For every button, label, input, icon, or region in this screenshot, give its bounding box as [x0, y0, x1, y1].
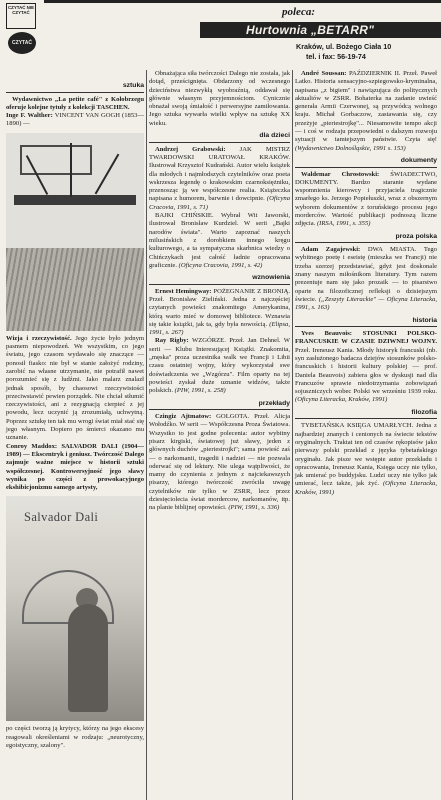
category-historia: historia [295, 317, 437, 328]
image-beam [70, 143, 72, 197]
hemingway-text: Przeł. Bronisław Zieliński. Jedna z najczęściej czytanych powieści znakomitego Amerykanina, którą warto mieć w domowej bibliotece. Wznawia się takie książki, jak ta, gdy była nowością. [149, 295, 290, 328]
beauvois-text: Przeł. Ireneusz Kania. Młody historyk francuski (nb. syn zasłużonego badacza dziejów stosunków polsko-francuskich i historii kultury polskiej — prof. Daniela Beauvois) zabiera głos w dyskusji nad dla Francuzów sprawie niedotrzymania zobowiązań sojuszniczych wobec Polski we wrześniu 1939 roku. [295, 346, 437, 396]
store-address: Kraków, ul. Bożego Ciała 10 [296, 42, 392, 51]
hemingway-entry [149, 288, 290, 338]
author-beauvois: Yves Beauvois: [301, 330, 352, 338]
dali-entry [6, 443, 144, 493]
dali-text: Twórczość Dalego zajmuje ważne miejsce w historii sztuki współczesnej. Kontrowersyjność jego sławy wynika po części z prowokacyjnego ekshibicjonizmu samego artysty, [6, 450, 144, 492]
twardowski-entry [149, 146, 290, 212]
title-van-gogh: VINCENT VAN GOGH (1853—1890) [6, 112, 145, 128]
author-soussan: André Soussan: [301, 70, 347, 77]
column-divider-2 [292, 70, 293, 800]
category-dla-dzieci: dla dzieci [149, 132, 290, 143]
category-dokumenty: dokumenty [295, 157, 437, 168]
author-rigby: Ray Rigby: [155, 337, 189, 345]
soussan-source: (Wydawnictwo Dolnośląskie, 1991 s. 153) [295, 144, 406, 152]
title-pozegnanie: POŻEGNANIE Z BRONIĄ. [213, 287, 290, 295]
author-grabowski: Andrzej Grabowski: [155, 145, 226, 153]
rigby-source: (PIW, 1991, s. 258) [174, 387, 226, 395]
chrostowski-entry [295, 171, 437, 229]
category-proza-polska: proza polska [295, 233, 437, 244]
title-bajki: BAJKI CHIŃSKIE. [155, 212, 214, 220]
title-golgota: GOLGOTA. [216, 413, 250, 421]
van-gogh-entry [6, 112, 144, 129]
dali-image [6, 496, 144, 721]
zagajewski-entry [295, 246, 437, 312]
tybetanska-text: Jedna z najbardziej znanych i cenionych na świecie tekstów oryginalnych. Traktat ten od czasów rękopisów jako pierwszy polski przekład z języka tybetańskiego oryginału. Jak pisze we wstępie autor przekładu i opracowania, Ireneusz Kania, Księga uczy nie tylko, jak umierać po buddyjsku. Ludzi uczy nie tylko jak umierać, lecz także, jak żyć. [295, 422, 437, 488]
bajki-source: (Oficyna Cracovia, 1991, s. 42) [178, 261, 263, 269]
title-tybetanska: TYBETAŃSKA KSIĘGA UMARŁYCH. [301, 422, 414, 430]
image-roof [20, 145, 92, 175]
tybetanska-entry [295, 422, 437, 497]
title-twardowski: JAK MISTRZ TWARDOWSKI URATOWAŁ KRAKÓW. [149, 145, 290, 161]
beauvois-source: (Oficyna Literacka, Kraków, 1991) [295, 396, 388, 404]
title-stosunki: STOSUNKI POLSKO-FRANCUSKIE W CZASIE DZIWNEJ WOJNY. [295, 330, 437, 346]
author-walther: Inge F. Walther: [6, 112, 53, 120]
author-hemingway: Ernest Hemingway: [155, 287, 212, 295]
zagajewski-text: Tego wybitnego poetę i eseistę (mieszka we Francji) nie trzeba szerzej przedstawiać, gdyż jest doskonale znany naszym miłośnikom literatury. Tym razem prezentuje nam się jako prozaik — to pisarstwo oparte na filozoficznej refleksji o dzisiejszym świecie. [295, 246, 437, 303]
logo-disc-text: CZYTAĆ [12, 40, 32, 46]
category-filozofia: filozofia [295, 409, 437, 420]
image-bridge [14, 195, 136, 205]
soussan-text: Przeł. Paweł Latko. Historia sensacyjno-szpiegowsko-kryminalna, napisana „z bigiem" i nawiązująca do politycznych aktualiów w ZSRR. Bohaterka na zadanie uwieść generała Armii Czerwonej, są przywódcą wolnego kraju. Michał Gorbaczow, zastawania się, czy przeżyje „pieriestrojkę"... Niesamowite tempo akcji — i coś w rodzaju przepowiedni o dalszym rozwoju sytuacji w tamtejszym państwie. Czyta się! [295, 70, 437, 144]
image-figure [68, 604, 108, 712]
title-dali: SALVADOR DALI (1904—1989) — Ekscentryk i geniusz. [6, 442, 145, 458]
category-sztuka: sztuka [6, 82, 144, 93]
hemingway-source: (Elipsa, 1991, s. 267) [149, 320, 290, 337]
bajki-entry [149, 212, 290, 270]
dali-cover-title: Salvador Dali [24, 510, 99, 525]
vision-text: Jego życie było jednym pasmem niepowodzeń. We wszystkim, co jego światu, jego czasom wydawało się znaczące — ponosił fiasko: nie był w stanie założyć rodziny, zarobić na własne utrzymanie, nie potrafił nawet porozumieć się z ludźmi. Jako malarz znalazł jednak sposób, by chaosowi rzeczywistości przeciwstawić pewien porządek. Nie chciał stłumić rzeczywistości, ani z rezygnacją cierpieć z jej powodu, lecz uczynić ją zrozumiałą, uchwytną. Poprzez sztukę ten tak mu wrogi świat miał stać się jego własnym. Dopiero po śmierci okazano mu uznanie. [6, 334, 144, 442]
beauvois-entry [295, 330, 437, 405]
rigby-entry [149, 337, 290, 395]
top-rule [44, 0, 441, 3]
author-chrostowski: Waldemar Chrostowski: [301, 170, 380, 178]
dali-review: Obnażająca siła twórczości Dalego nie została, jak dotąd, prześcignięta. Obdarzony od wczesnego dzieciństwa niezwykłą wyobraźnią, oddawał się głównie własnym przyjemnościom. Cynicznie obnażał swoją śmiałość i perwersyjne zamiłowania. Jego sztuka wywarła wielki wpływ na sztukę XX wieku. [149, 70, 290, 127]
category-przeklady: przekłady [149, 400, 290, 411]
intro-paragraph: Wydawnictwo „La petite café" z Kołobrzegu oferuje kolejne tytuły z kolekcji TASCHEN. [6, 95, 144, 111]
chrostowski-source: (IRSA, 1991, s. 355) [316, 220, 371, 228]
category-wznowienia: wznowienia [149, 274, 290, 285]
zagajewski-source: („Zeszyty Literackie" — Oficyna Literacka, 1991, s. 163) [295, 295, 437, 312]
bajki-text: Wybrał Wit Jaworski, ilustrował Bronisław Kurdziel. W serii „Bajki narodów świata". Warto zapoznać naszych milusińskich z dorobkiem innego kręgu kulturowego, a ta sympatyczna skarbnica wiedzy o Chińczykach jest całość ładnie opracowana graficznie. [149, 212, 291, 269]
twardowski-text: Ilustrował Krzysztof Kudrański. Autor wielu książek dla młodych i najmłodszych czytelników oraz poeta wskrzesza legendę o krakowskim czarnoksiężniku, przenosząc ją we współczesne realia. Książeczka napisana z humorem, barwnie i dowcipnie. [149, 162, 290, 203]
store-banner: Hurtownia „BETARR" [200, 22, 441, 38]
ajtmatow-text: Przeł. Alicja Wołodźko. W serii — Współczesna Proza Światowa. Wszystko to jest godne polecenia: autor wybitny pisarz kirgiski, światowej już sławy, jeden z głównych duchów „pieriestrojki"; sama powieść zaś — o narkomanii, tragedii i nadziei — nie pozwala oderwać się od lektury. Nie ulega wątpliwości, że mamy do czynienia z jednym z najciekawszych pisarzy, którego twórczość zwróciła uwagę czytelników nie tylko w ZSRR, lecz przez dziesięciolecia świat mordercow, narkomanów, itp. na planie biblijnej opowieści. [149, 413, 290, 512]
ajtmatow-source: (PIW, 1991, s. 336) [228, 504, 280, 512]
column-right [295, 70, 437, 497]
logo-text: CZYTAĆ NIE CZYTAĆ [7, 5, 35, 15]
title-pazdziernik: PAŹDZIERNIK II. [349, 70, 401, 77]
masthead [0, 0, 441, 78]
column-divider-1 [146, 70, 147, 800]
title-wzgorze: WZGÓRZE. [191, 337, 226, 345]
rigby-text: Przeł. Jan Dehnel. W serii — Klubu Interesującej Książki. Znakomita, „męska" proza uczestnika walk we Francji i Libii czasu ostatniej wojny, który wykorzystał swe doświadczenia we „Wzgórzu". Film oparty na tej powieści zyskał duże uznanie widzów, także polskich. [149, 337, 291, 395]
dash: — [21, 120, 30, 128]
image-ground [6, 248, 144, 331]
vision-heading: Wizja i rzeczywistość. [6, 334, 72, 342]
chrostowski-text: Bardzo staranie wydane wspomnienia kierowcy i przyjaciela tragicznie zmarłego ks. Jerzego Popiełuszki, wraz z obszernym wyborem dokumentów z toruńskiego procesu jego morderców. Wartość publikacji podnoszą liczne zdjęcia. [295, 178, 437, 228]
column-middle [149, 70, 290, 513]
tybetanska-source: (Oficyna Literacka, Kraków, 1991) [295, 480, 437, 496]
dali-continued: po części tworzą ją krytycy, którzy na jego ekscesy reagowali określeniami w rodzaju: „neurotyczny, egoistyczny, szalony". [6, 725, 144, 749]
soussan-entry [295, 70, 437, 153]
author-ajtmatow: Czingiz Ajtmatow: [155, 413, 212, 421]
author-maddox: Conroy Maddox: [6, 442, 58, 450]
title-dwa-miasta: DWA MIASTA. [367, 246, 417, 254]
poleca-label: poleca: [282, 6, 315, 18]
van-gogh-image [6, 133, 144, 331]
column-left [6, 78, 144, 750]
logo-disc-icon [8, 32, 36, 54]
logo-badge [6, 3, 36, 29]
ajtmatow-entry [149, 413, 290, 513]
store-phone: tel. i fax: 56-19-74 [306, 52, 366, 61]
author-zagajewski: Adam Zagajewski: [301, 246, 361, 254]
van-gogh-description [6, 335, 144, 443]
title-swiadectwo: ŚWIADECTWO, DOKUMENTY. [295, 170, 437, 186]
twardowski-source: (Oficyna Cracovia, 1991, s. 71) [149, 195, 290, 211]
